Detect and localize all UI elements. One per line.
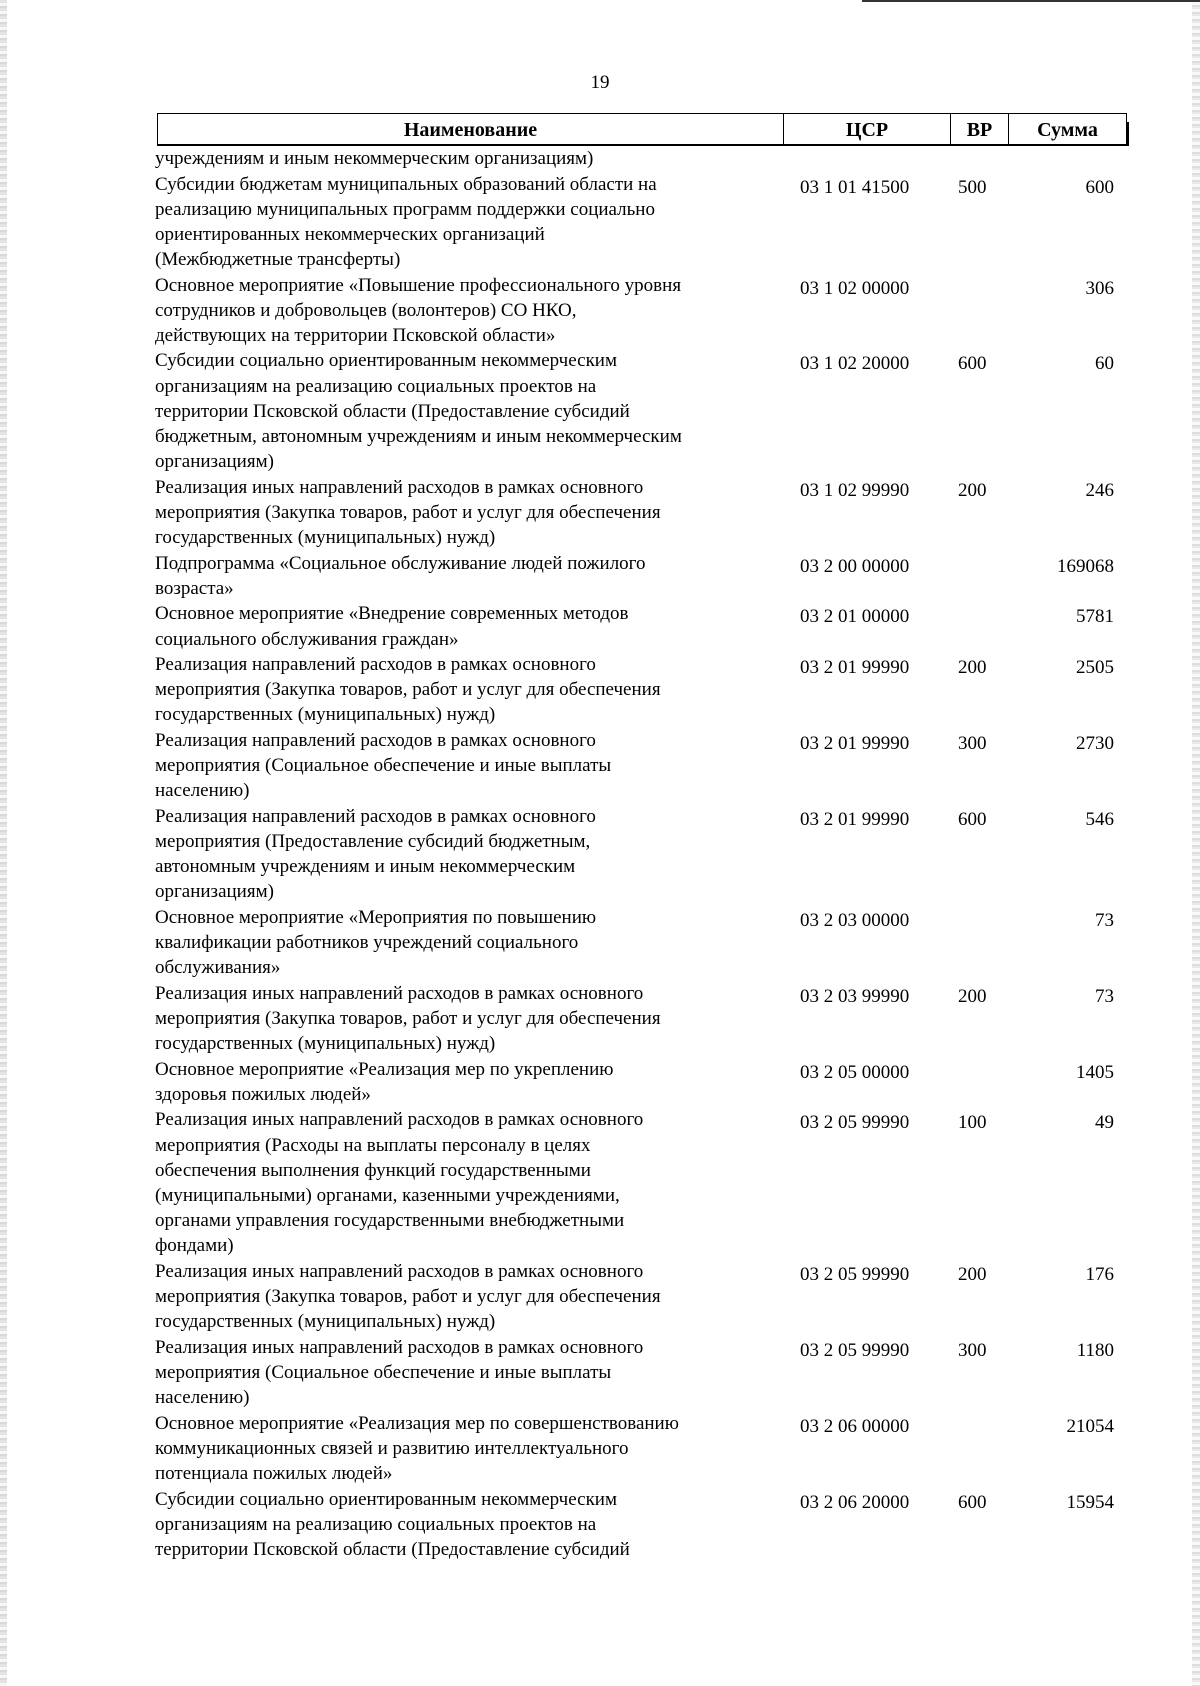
row-name: Реализация направлений расходов в рамках основного мероприятия (Закупка товаров, работ и услуг для обеспечения государственных (муниципальных) нужд) (155, 654, 661, 726)
row-sum: 600 (1085, 176, 1114, 198)
row-name: Реализация иных направлений расходов в рамках основного мероприятия (Расходы на выплаты персоналу в целях обеспечения выполнения функций государственными (муниципальными) органами, казенными учреждениями, органами управления государственными внебюджетными фондами) (155, 1109, 644, 1257)
table-row (0, 981, 1200, 1057)
row-sum: 2505 (1076, 657, 1114, 679)
row-name: Реализация иных направлений расходов в рамках основного мероприятия (Закупка товаров, работ и услуг для обеспечения государственных (муниципальных) нужд) (155, 982, 661, 1055)
row-sum: 546 (1085, 808, 1114, 830)
row-sum: 1180 (1076, 1339, 1114, 1361)
row-name: Реализация иных направлений расходов в рамках основного мероприятия (Закупка товаров, работ и услуг для обеспечения государственных (муниципальных) нужд) (155, 1260, 661, 1333)
row-name: Основное мероприятие «Мероприятия по повышению квалификации работников учреждений социального обслуживания» (155, 906, 597, 979)
table-row (0, 348, 1200, 474)
row-csr: 03 2 01 99990 (800, 808, 910, 830)
page-number: 19 (590, 72, 610, 93)
row-sum: 5781 (1076, 606, 1114, 628)
table-row (0, 1335, 1200, 1411)
header-name: Наименование (158, 114, 784, 145)
row-vr: 200 (958, 985, 987, 1007)
row-vr: 200 (958, 1263, 987, 1285)
table-row (0, 475, 1200, 551)
row-csr: 03 2 06 20000 (800, 1491, 910, 1513)
table-row (0, 905, 1200, 981)
row-name: Основное мероприятие «Повышение профессионального уровня сотрудников и добровольцев (волонтеров) СО НКО, действующих на территории Псковской области» (155, 274, 682, 346)
row-sum: 169068 (1057, 555, 1114, 577)
row-csr: 03 1 02 20000 (800, 353, 910, 375)
table-row (0, 804, 1200, 905)
row-vr: 100 (958, 1112, 987, 1134)
row-csr: 03 2 03 00000 (800, 909, 910, 931)
row-name: Основное мероприятие «Реализация мер по совершенствованию коммуникационных связей и развитию интеллектуального потенциала пожилых людей» (155, 1412, 679, 1485)
table-row (0, 1107, 1200, 1259)
table-row (0, 273, 1200, 349)
row-name: Субсидии бюджетам муниципальных образований области на реализацию муниципальных программ поддержки социально ориентированных некоммерческих организаций (Межбюджетные трансферты) (155, 173, 657, 271)
row-name: Реализация иных направлений расходов в рамках основного мероприятия (Социальное обеспечение и иные выплаты населению) (155, 1336, 644, 1409)
row-sum: 73 (1095, 909, 1114, 931)
row-csr: 03 2 01 99990 (800, 657, 910, 679)
row-name: Реализация направлений расходов в рамках основного мероприятия (Социальное обеспечение и иные выплаты населению) (155, 729, 612, 802)
header-shadow (1127, 122, 1129, 146)
table-row (0, 146, 1200, 172)
row-csr: 03 2 05 99990 (800, 1339, 910, 1361)
row-sum: 246 (1085, 479, 1114, 501)
row-csr: 03 1 02 00000 (800, 277, 910, 299)
row-name: учреждениям и иным некоммерческим организациям) (155, 148, 594, 169)
table-row (0, 1259, 1200, 1335)
row-name: Основное мероприятие «Внедрение современных методов социального обслуживания граждан» (155, 603, 629, 650)
row-sum: 21054 (1066, 1415, 1114, 1437)
row-csr: 03 2 01 99990 (800, 732, 910, 754)
row-sum: 73 (1095, 985, 1114, 1007)
row-sum: 60 (1095, 353, 1114, 375)
table-row (0, 1487, 1200, 1563)
row-vr: 300 (958, 1339, 987, 1361)
row-vr: 200 (958, 479, 987, 501)
top-edge-line (862, 0, 1200, 2)
row-csr: 03 2 00 00000 (800, 555, 910, 577)
row-csr: 03 2 03 99990 (800, 985, 910, 1007)
table-row (0, 172, 1200, 273)
table-row (0, 728, 1200, 804)
row-vr: 600 (958, 1491, 987, 1513)
row-vr: 200 (958, 657, 987, 679)
row-vr: 600 (958, 353, 987, 375)
row-csr: 03 2 05 00000 (800, 1061, 910, 1083)
table-row (0, 551, 1200, 602)
row-name: Субсидии социально ориентированным некоммерческим организациям на реализацию социальных проектов на территории Псковской области (Предоставление субсидий бюджетным, автономным учреждениям и иным некоммерческим организациям) (155, 350, 682, 473)
row-csr: 03 2 01 00000 (800, 606, 910, 628)
row-name: Субсидии социально ориентированным некоммерческим организациям на реализацию социальных проектов на территории Псковской области (Предоставление субсидий (155, 1488, 630, 1560)
header-csr: ЦСР (784, 114, 951, 145)
row-name: Основное мероприятие «Реализация мер по укреплению здоровья пожилых людей» (155, 1058, 614, 1105)
row-name: Реализация иных направлений расходов в рамках основного мероприятия (Закупка товаров, работ и услуг для обеспечения государственных (муниципальных) нужд) (155, 476, 661, 549)
header-vr: ВР (951, 114, 1009, 145)
table-row (0, 1411, 1200, 1487)
row-vr: 300 (958, 732, 987, 754)
row-sum: 176 (1085, 1263, 1114, 1285)
table-row (0, 652, 1200, 728)
row-sum: 49 (1095, 1112, 1114, 1134)
row-csr: 03 2 05 99990 (800, 1263, 910, 1285)
header-sum: Сумма (1037, 119, 1098, 141)
row-sum: 1405 (1076, 1061, 1114, 1083)
table-row (0, 1057, 1200, 1108)
table-row (0, 601, 1200, 652)
row-name: Реализация направлений расходов в рамках основного мероприятия (Предоставление субсидий бюджетным, автономным учреждениям и иным некоммерческим организациям) (155, 805, 596, 903)
row-csr: 03 1 01 41500 (800, 176, 910, 198)
row-csr: 03 2 06 00000 (800, 1415, 910, 1437)
row-vr: 600 (958, 808, 987, 830)
row-vr: 500 (958, 176, 987, 198)
row-csr: 03 2 05 99990 (800, 1112, 910, 1134)
table-header (157, 113, 1127, 146)
table-body (0, 146, 1200, 1562)
row-sum: 2730 (1076, 732, 1114, 754)
row-sum: 15954 (1066, 1491, 1114, 1513)
row-name: Подпрограмма «Социальное обслуживание людей пожилого возраста» (155, 552, 646, 599)
row-sum: 306 (1085, 277, 1114, 299)
row-csr: 03 1 02 99990 (800, 479, 910, 501)
